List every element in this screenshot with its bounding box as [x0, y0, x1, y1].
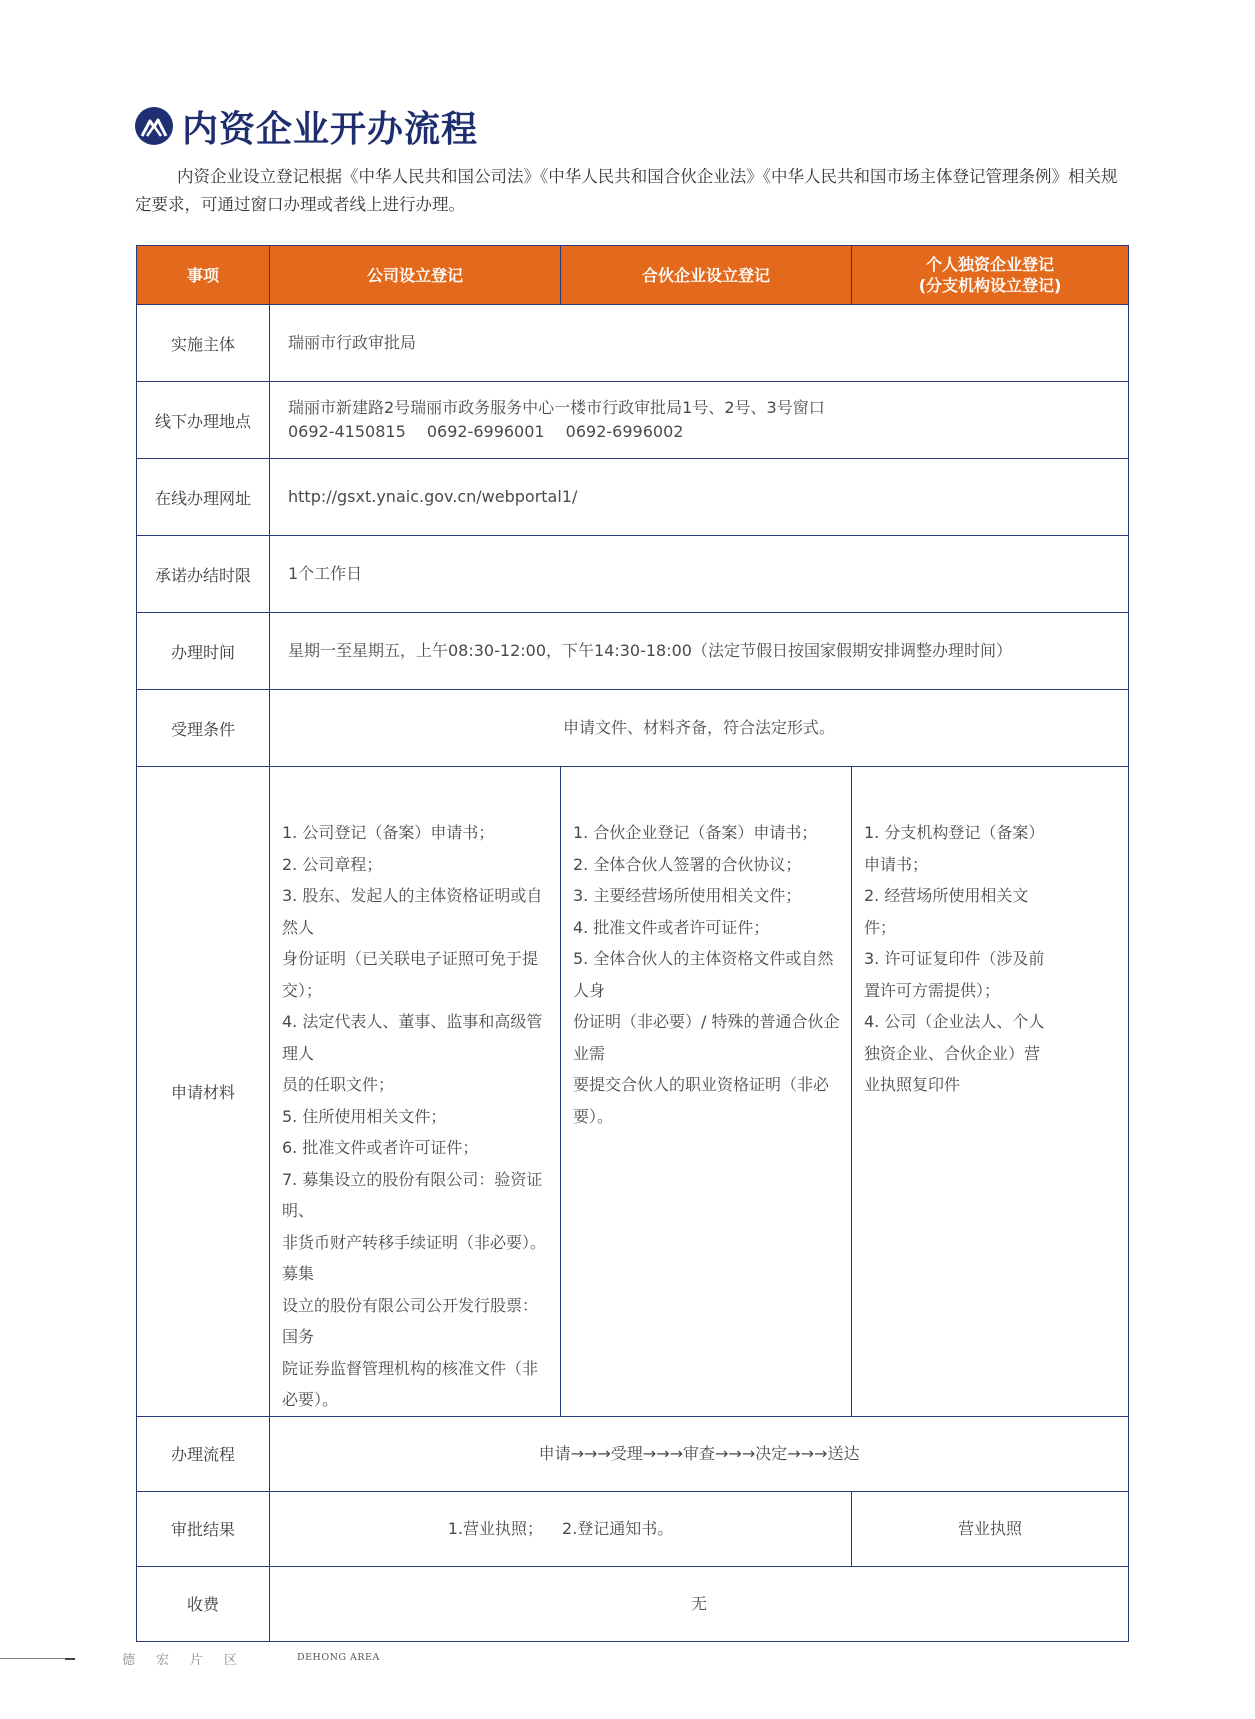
row-value: 瑞丽市行政审批局 — [270, 305, 1129, 382]
list-item: 设立的股份有限公司公开发行股票：国务 — [282, 1295, 539, 1346]
row-value: 1个工作日 — [270, 536, 1129, 613]
page-title: 内资企业开办流程 — [182, 108, 479, 150]
list-item: 申请书； — [864, 854, 929, 874]
header-company: 公司设立登记 — [270, 246, 561, 305]
row-label: 受理条件 — [137, 690, 270, 767]
table-header-row — [137, 246, 1129, 305]
location-phones: 0692-4150815 0692-6996001 0692-6996002 — [288, 422, 684, 441]
title-block — [135, 102, 478, 150]
row-label: 办理时间 — [137, 613, 270, 690]
row-value: 申请→→→受理→→→审查→→→决定→→→送达 — [270, 1416, 1129, 1491]
row-label: 申请材料 — [137, 767, 270, 1417]
list-item: 2. 全体合伙人签署的合伙协议； — [573, 854, 802, 874]
row-label: 线下办理地点 — [137, 382, 270, 459]
list-item: 3. 主要经营场所使用相关文件； — [573, 886, 802, 905]
footer-area-en: DEHONG AREA — [297, 1652, 380, 1663]
process-table — [136, 245, 1129, 1642]
list-item: 独资企业、合伙企业）营 — [864, 1043, 1041, 1063]
row-label: 审批结果 — [137, 1491, 270, 1566]
header-item: 事项 — [137, 246, 270, 305]
list-item: 置许可方需提供）； — [864, 980, 1001, 1000]
list-item: 3. 股东、发起人的主体资格证明或自然人 — [282, 886, 543, 937]
list-item: 员的任职文件； — [282, 1075, 395, 1094]
row-value: 1.营业执照； 2.登记通知书。 — [270, 1491, 852, 1566]
table-row — [137, 1416, 1129, 1491]
table-row — [137, 1491, 1129, 1566]
list-item: 4. 公司（企业法人、个人 — [864, 1012, 1045, 1031]
list-item: 业执照复印件 — [864, 1075, 961, 1094]
list-item: 院证券监督管理机构的核准文件（非必要）。 — [282, 1358, 539, 1409]
list-item: 5. 全体合伙人的主体资格文件或自然人身 — [573, 949, 834, 1000]
header-sole-line2: (分支机构设立登记) — [918, 276, 1062, 295]
list-item: 5. 住所使用相关文件； — [282, 1106, 447, 1126]
table-row — [137, 1566, 1129, 1641]
list-item: 4. 法定代表人、董事、监事和高级管理人 — [282, 1012, 543, 1063]
list-item: 1. 合伙企业登记（备案）申请书； — [573, 823, 818, 842]
table-row — [137, 382, 1129, 459]
table-row — [137, 690, 1129, 767]
row-label: 承诺办结时限 — [137, 536, 270, 613]
table-row — [137, 536, 1129, 613]
list-item: 2. 经营场所使用相关文 — [864, 886, 1029, 905]
header-sole — [852, 246, 1129, 305]
list-item: 身份证明（已关联电子证照可免于提交）； — [282, 949, 539, 1000]
materials-company — [270, 767, 561, 1417]
table-row — [137, 459, 1129, 536]
table-row — [137, 613, 1129, 690]
list-item: 1. 公司登记（备案）申请书； — [282, 823, 495, 842]
list-item: 份证明（非必要）/ 特殊的普通合伙企业需 — [573, 1012, 840, 1063]
row-label: 实施主体 — [137, 305, 270, 382]
list-item: 4. 批准文件或者许可证件； — [573, 917, 770, 937]
list-item: 6. 批准文件或者许可证件； — [282, 1138, 479, 1157]
header-partnership: 合伙企业设立登记 — [561, 246, 852, 305]
footer-divider — [0, 1658, 70, 1659]
online-url-link[interactable]: http://gsxt.ynaic.gov.cn/webportal1/ — [270, 459, 1129, 536]
row-label: 在线办理网址 — [137, 459, 270, 536]
row-value-sole: 营业执照 — [852, 1491, 1129, 1566]
intro-paragraph: 内资企业设立登记根据《中华人民共和国公司法》《中华人民共和国合伙企业法》《中华人民共和国市场主体登记管理条例》相关规定要求，可通过窗口办理或者线上进行办理。 — [135, 167, 1118, 214]
table-row-materials — [137, 767, 1129, 1417]
list-item: 3. 许可证复印件（涉及前 — [864, 949, 1045, 968]
mountain-logo-icon — [135, 107, 173, 145]
materials-sole — [852, 767, 1129, 1417]
footer-area-cn: 德宏片区 — [122, 1653, 259, 1668]
header-sole-line1: 个人独资企业登记 — [926, 255, 1055, 274]
row-value: 无 — [270, 1566, 1129, 1641]
list-item: 2. 公司章程； — [282, 854, 383, 874]
row-label: 办理流程 — [137, 1416, 270, 1491]
location-address: 瑞丽市新建路2号瑞丽市政务服务中心一楼市行政审批局1号、2号、3号窗口 — [288, 398, 825, 417]
materials-partnership — [561, 767, 852, 1417]
list-item: 要提交合伙人的职业资格证明（非必要）。 — [573, 1075, 830, 1126]
row-label: 收费 — [137, 1566, 270, 1641]
list-item: 1. 分支机构登记（备案） — [864, 823, 1045, 842]
list-item: 件； — [864, 917, 897, 937]
table-row — [137, 305, 1129, 382]
list-item: 7. 募集设立的股份有限公司：验资证明、 — [282, 1169, 543, 1220]
row-value: 申请文件、材料齐备，符合法定形式。 — [270, 690, 1129, 767]
list-item: 非货币财产转移手续证明（非必要）。募集 — [282, 1232, 547, 1283]
row-value — [270, 382, 1129, 459]
row-value: 星期一至星期五，上午08:30-12:00，下午14:30-18:00（法定节假日按国家假期安排调整办理时间） — [270, 613, 1129, 690]
footer-tick — [65, 1658, 75, 1660]
